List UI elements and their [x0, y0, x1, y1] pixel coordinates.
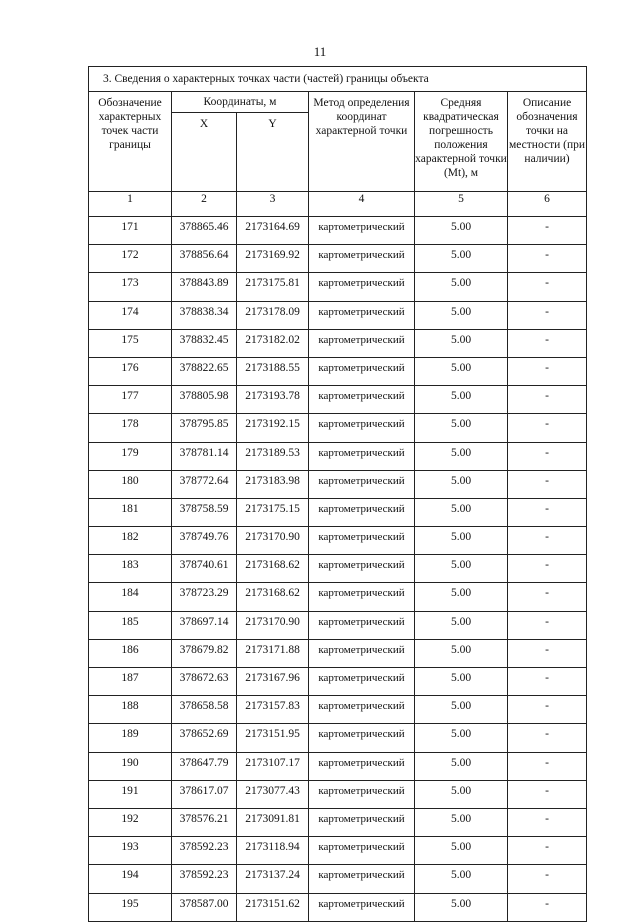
table-row [89, 414, 587, 442]
table-row [89, 837, 587, 865]
cell-method: картометрический [309, 696, 415, 724]
cell-method: картометрический [309, 752, 415, 780]
cell-x: 378772.64 [172, 470, 237, 498]
cell-x: 378749.76 [172, 527, 237, 555]
column-number: 6 [508, 192, 587, 217]
cell-x: 378758.59 [172, 498, 237, 526]
cell-y: 2173168.62 [237, 555, 309, 583]
cell-method: картометрический [309, 780, 415, 808]
cell-y: 2173167.96 [237, 668, 309, 696]
table-body [89, 217, 587, 922]
cell-desc: - [508, 498, 587, 526]
cell-method: картометрический [309, 639, 415, 667]
cell-x: 378781.14 [172, 442, 237, 470]
cell-point: 174 [89, 301, 172, 329]
table-row [89, 639, 587, 667]
cell-method: картометрический [309, 273, 415, 301]
cell-point: 182 [89, 527, 172, 555]
boundary-points-table [88, 66, 587, 922]
cell-y: 2173170.90 [237, 611, 309, 639]
cell-point: 186 [89, 639, 172, 667]
table-row [89, 808, 587, 836]
table-row [89, 696, 587, 724]
table-row [89, 752, 587, 780]
cell-y: 2173188.55 [237, 357, 309, 385]
cell-desc: - [508, 470, 587, 498]
cell-error: 5.00 [415, 245, 508, 273]
cell-desc: - [508, 724, 587, 752]
cell-point: 189 [89, 724, 172, 752]
cell-method: картометрический [309, 668, 415, 696]
header-desc: Описание обозначения точки на местности (при наличии) [508, 92, 587, 192]
cell-method: картометрический [309, 217, 415, 245]
table-row [89, 442, 587, 470]
header-method: Метод определения координат характерной точки [309, 92, 415, 192]
cell-error: 5.00 [415, 752, 508, 780]
page-number: 11 [313, 44, 327, 59]
cell-method: картометрический [309, 893, 415, 921]
cell-desc: - [508, 583, 587, 611]
cell-method: картометрический [309, 808, 415, 836]
table-row [89, 498, 587, 526]
cell-y: 2173183.98 [237, 470, 309, 498]
section-title: 3. Сведения о характерных точках части (частей) границы объекта [89, 67, 587, 92]
cell-error: 5.00 [415, 639, 508, 667]
cell-y: 2173077.43 [237, 780, 309, 808]
cell-point: 178 [89, 414, 172, 442]
cell-x: 378805.98 [172, 386, 237, 414]
cell-x: 378843.89 [172, 273, 237, 301]
cell-x: 378617.07 [172, 780, 237, 808]
cell-error: 5.00 [415, 414, 508, 442]
cell-method: картометрический [309, 442, 415, 470]
cell-desc: - [508, 808, 587, 836]
cell-y: 2173171.88 [237, 639, 309, 667]
cell-desc: - [508, 893, 587, 921]
table-row [89, 780, 587, 808]
cell-point: 172 [89, 245, 172, 273]
cell-desc: - [508, 639, 587, 667]
cell-x: 378672.63 [172, 668, 237, 696]
column-number: 5 [415, 192, 508, 217]
table-row [89, 893, 587, 921]
cell-desc: - [508, 357, 587, 385]
cell-y: 2173118.94 [237, 837, 309, 865]
cell-desc: - [508, 245, 587, 273]
cell-point: 192 [89, 808, 172, 836]
cell-point: 185 [89, 611, 172, 639]
cell-method: картометрический [309, 414, 415, 442]
cell-desc: - [508, 273, 587, 301]
cell-method: картометрический [309, 724, 415, 752]
table-row [89, 245, 587, 273]
cell-point: 179 [89, 442, 172, 470]
cell-error: 5.00 [415, 555, 508, 583]
cell-y: 2173169.92 [237, 245, 309, 273]
cell-desc: - [508, 837, 587, 865]
cell-point: 173 [89, 273, 172, 301]
cell-error: 5.00 [415, 217, 508, 245]
cell-method: картометрический [309, 865, 415, 893]
cell-error: 5.00 [415, 808, 508, 836]
cell-error: 5.00 [415, 893, 508, 921]
cell-point: 184 [89, 583, 172, 611]
cell-point: 188 [89, 696, 172, 724]
cell-method: картометрический [309, 527, 415, 555]
cell-point: 195 [89, 893, 172, 921]
cell-desc: - [508, 555, 587, 583]
table-row [89, 357, 587, 385]
table-row [89, 527, 587, 555]
cell-desc: - [508, 780, 587, 808]
cell-desc: - [508, 217, 587, 245]
cell-x: 378587.00 [172, 893, 237, 921]
cell-desc: - [508, 668, 587, 696]
cell-x: 378740.61 [172, 555, 237, 583]
cell-y: 2173175.81 [237, 273, 309, 301]
cell-point: 191 [89, 780, 172, 808]
cell-method: картометрический [309, 498, 415, 526]
cell-x: 378865.46 [172, 217, 237, 245]
cell-y: 2173178.09 [237, 301, 309, 329]
cell-y: 2173164.69 [237, 217, 309, 245]
cell-method: картометрический [309, 357, 415, 385]
cell-y: 2173192.15 [237, 414, 309, 442]
cell-point: 183 [89, 555, 172, 583]
table-row [89, 386, 587, 414]
cell-error: 5.00 [415, 498, 508, 526]
cell-error: 5.00 [415, 357, 508, 385]
cell-point: 176 [89, 357, 172, 385]
table-row [89, 329, 587, 357]
cell-desc: - [508, 527, 587, 555]
cell-desc: - [508, 386, 587, 414]
cell-error: 5.00 [415, 837, 508, 865]
cell-point: 180 [89, 470, 172, 498]
cell-method: картометрический [309, 611, 415, 639]
table-row [89, 724, 587, 752]
cell-point: 187 [89, 668, 172, 696]
header-coords: Координаты, м [172, 92, 309, 113]
cell-method: картометрический [309, 386, 415, 414]
cell-y: 2173151.95 [237, 724, 309, 752]
table-row [89, 555, 587, 583]
cell-x: 378822.65 [172, 357, 237, 385]
column-number: 4 [309, 192, 415, 217]
cell-method: картометрический [309, 583, 415, 611]
cell-x: 378856.64 [172, 245, 237, 273]
cell-y: 2173151.62 [237, 893, 309, 921]
cell-y: 2173189.53 [237, 442, 309, 470]
column-number: 2 [172, 192, 237, 217]
cell-y: 2173182.02 [237, 329, 309, 357]
header-x: X [172, 113, 237, 192]
cell-error: 5.00 [415, 470, 508, 498]
cell-method: картометрический [309, 301, 415, 329]
cell-x: 378658.58 [172, 696, 237, 724]
table-row [89, 301, 587, 329]
cell-x: 378832.45 [172, 329, 237, 357]
cell-x: 378576.21 [172, 808, 237, 836]
cell-error: 5.00 [415, 583, 508, 611]
cell-method: картометрический [309, 329, 415, 357]
cell-x: 378838.34 [172, 301, 237, 329]
header-y: Y [237, 113, 309, 192]
cell-x: 378795.85 [172, 414, 237, 442]
cell-method: картометрический [309, 245, 415, 273]
cell-error: 5.00 [415, 329, 508, 357]
cell-error: 5.00 [415, 696, 508, 724]
cell-y: 2173137.24 [237, 865, 309, 893]
cell-desc: - [508, 301, 587, 329]
cell-x: 378647.79 [172, 752, 237, 780]
cell-error: 5.00 [415, 301, 508, 329]
table-row [89, 273, 587, 301]
cell-desc: - [508, 696, 587, 724]
cell-error: 5.00 [415, 273, 508, 301]
cell-point: 177 [89, 386, 172, 414]
cell-x: 378592.23 [172, 865, 237, 893]
cell-y: 2173107.17 [237, 752, 309, 780]
table-row [89, 217, 587, 245]
cell-point: 190 [89, 752, 172, 780]
cell-x: 378652.69 [172, 724, 237, 752]
cell-x: 378679.82 [172, 639, 237, 667]
cell-y: 2173157.83 [237, 696, 309, 724]
cell-error: 5.00 [415, 724, 508, 752]
cell-y: 2173091.81 [237, 808, 309, 836]
cell-y: 2173175.15 [237, 498, 309, 526]
cell-desc: - [508, 414, 587, 442]
cell-error: 5.00 [415, 865, 508, 893]
cell-error: 5.00 [415, 611, 508, 639]
cell-error: 5.00 [415, 386, 508, 414]
cell-y: 2173193.78 [237, 386, 309, 414]
cell-method: картометрический [309, 470, 415, 498]
cell-point: 181 [89, 498, 172, 526]
table-row [89, 865, 587, 893]
cell-x: 378592.23 [172, 837, 237, 865]
cell-desc: - [508, 611, 587, 639]
cell-point: 171 [89, 217, 172, 245]
cell-desc: - [508, 329, 587, 357]
table-row [89, 668, 587, 696]
cell-x: 378723.29 [172, 583, 237, 611]
table-row [89, 583, 587, 611]
column-number: 1 [89, 192, 172, 217]
cell-point: 175 [89, 329, 172, 357]
header-point: Обозначение характерных точек части границы [89, 92, 172, 192]
cell-error: 5.00 [415, 668, 508, 696]
cell-error: 5.00 [415, 442, 508, 470]
column-number: 3 [237, 192, 309, 217]
cell-error: 5.00 [415, 780, 508, 808]
cell-method: картометрический [309, 837, 415, 865]
cell-error: 5.00 [415, 527, 508, 555]
table-row [89, 470, 587, 498]
cell-point: 194 [89, 865, 172, 893]
header-error: Средняя квадратическая погрешность положения характерной точки (Mt), м [415, 92, 508, 192]
cell-desc: - [508, 442, 587, 470]
cell-desc: - [508, 865, 587, 893]
cell-y: 2173170.90 [237, 527, 309, 555]
cell-x: 378697.14 [172, 611, 237, 639]
cell-method: картометрический [309, 555, 415, 583]
table-row [89, 611, 587, 639]
cell-point: 193 [89, 837, 172, 865]
cell-y: 2173168.62 [237, 583, 309, 611]
cell-desc: - [508, 752, 587, 780]
